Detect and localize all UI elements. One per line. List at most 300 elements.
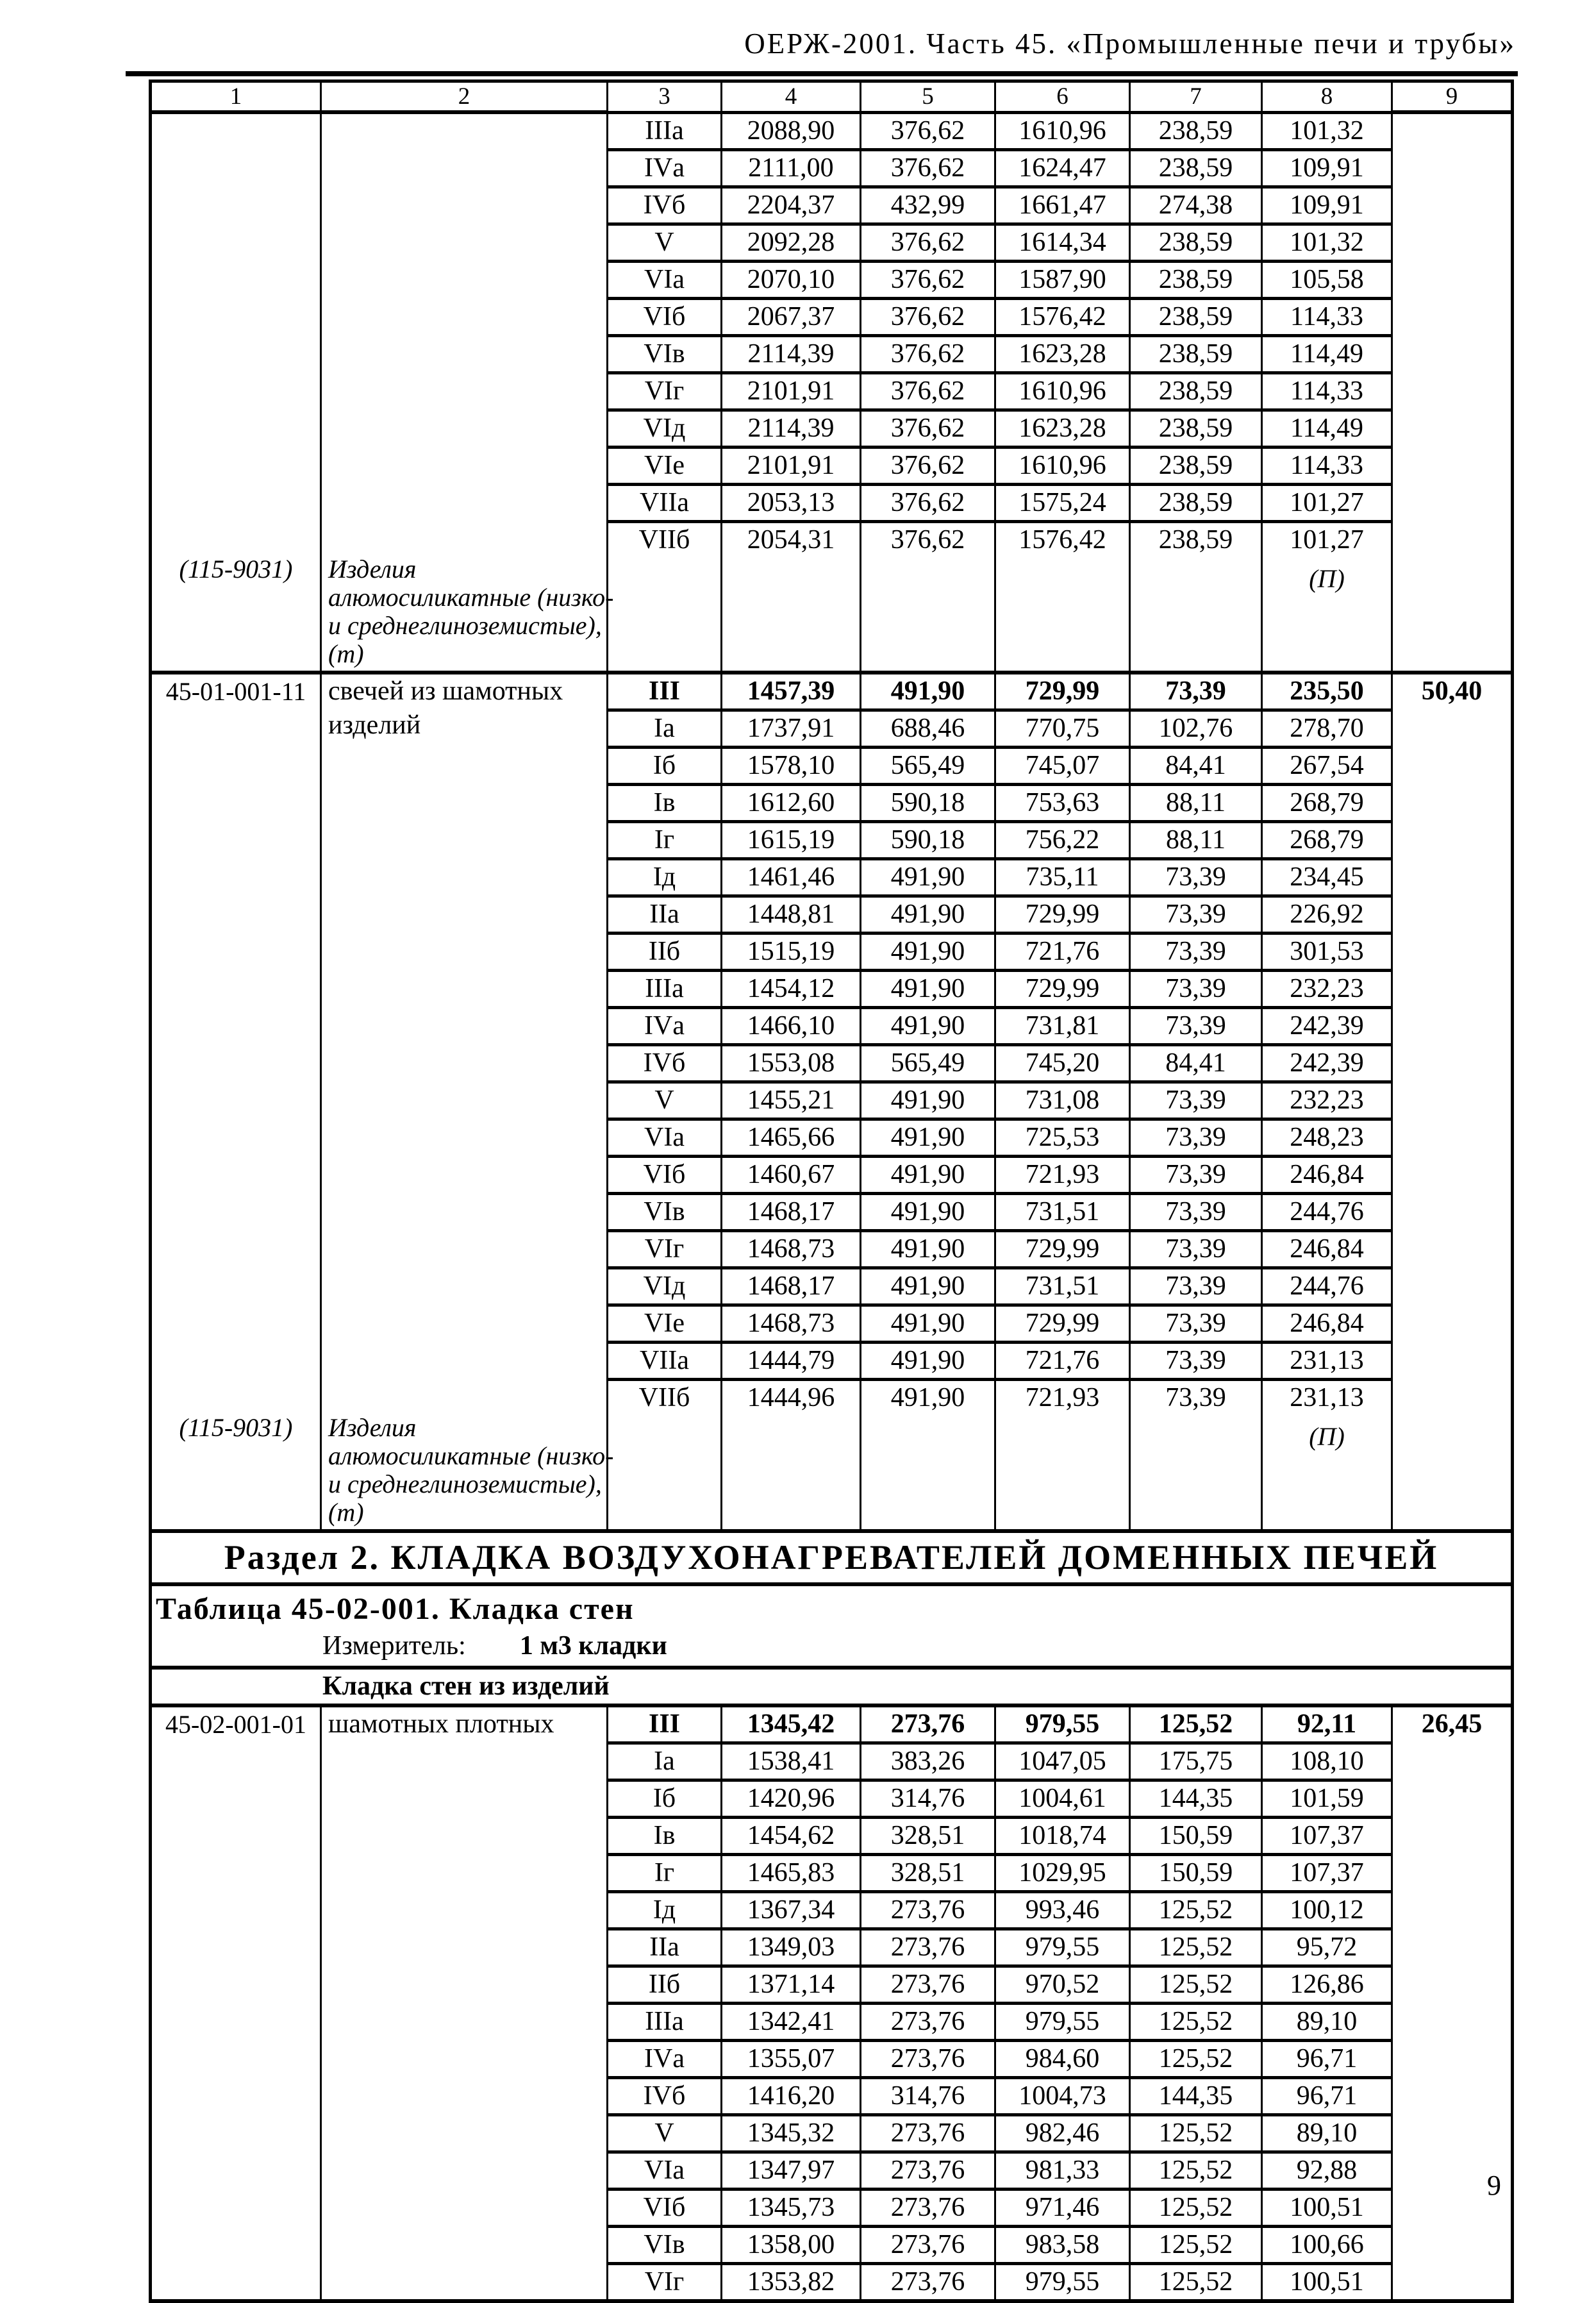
zone-label: IIа [649, 1932, 679, 1962]
zone-label: Iа [654, 714, 675, 743]
value-cell [995, 822, 1130, 859]
value: 125,52 [1158, 1969, 1233, 1999]
zone-label: VIIа [640, 1346, 689, 1375]
value: 979,55 [1025, 1932, 1100, 1962]
zone-label: VIб [643, 301, 686, 331]
zone-label: VIг [644, 376, 685, 406]
value-cell [995, 224, 1130, 261]
value-cell [722, 1966, 861, 2003]
value-cell [1130, 149, 1262, 187]
zone-cell [608, 896, 722, 934]
zone-label: VIв [644, 1197, 685, 1227]
value: 273,76 [890, 2155, 965, 2185]
value-cell [861, 673, 995, 710]
value-cell [861, 2077, 995, 2115]
value-cell [1262, 673, 1392, 710]
value: 301,53 [1290, 937, 1364, 966]
value-cell [722, 896, 861, 934]
value-cell [861, 2263, 995, 2301]
value-cell [1130, 673, 1262, 710]
value-cell [861, 484, 995, 521]
value: 1615,19 [747, 825, 835, 855]
value-cell [995, 2152, 1130, 2189]
value: 73,39 [1165, 1383, 1226, 1412]
value-cell [722, 149, 861, 187]
value: 2067,37 [747, 301, 835, 331]
zone-label: VIб [643, 2192, 686, 2222]
value-cell [861, 2189, 995, 2226]
annotation-text [328, 1414, 613, 1527]
value-cell [1130, 335, 1262, 373]
value-cell [722, 1343, 861, 1380]
value-cell [1262, 1380, 1392, 1531]
value: 1468,17 [747, 1197, 835, 1227]
value: 983,58 [1025, 2229, 1100, 2259]
value: 248,23 [1290, 1123, 1364, 1152]
value: 73,39 [1165, 1011, 1226, 1041]
zone-label: IVа [644, 153, 685, 183]
value: 432,99 [890, 190, 965, 220]
value-cell [722, 710, 861, 748]
table-row [151, 1705, 1513, 1743]
zone-cell [608, 934, 722, 971]
zone-cell [608, 224, 722, 261]
annotation-code: (115-9031) [179, 555, 293, 583]
zone-cell [608, 335, 722, 373]
value: 73,39 [1165, 1234, 1226, 1264]
value: 105,58 [1290, 264, 1364, 294]
value: 491,90 [890, 974, 965, 1003]
value: 109,91 [1290, 190, 1364, 220]
value-cell [1130, 1305, 1262, 1343]
value: 1420,96 [747, 1783, 835, 1813]
value: 114,49 [1290, 413, 1363, 443]
value: 114,49 [1290, 339, 1363, 369]
value-cell [1262, 261, 1392, 298]
value: 2101,91 [747, 450, 835, 480]
value-cell [722, 1008, 861, 1045]
value: 376,62 [890, 153, 965, 183]
value-cell [1130, 1380, 1262, 1531]
value: 73,39 [1165, 676, 1226, 706]
value-cell [722, 112, 861, 149]
value-cell [995, 748, 1130, 785]
value-cell [995, 1343, 1130, 1380]
value-cell [861, 1705, 995, 1743]
value: 1737,91 [747, 714, 835, 743]
zone-cell [608, 1817, 722, 1854]
value: 1455,21 [747, 1085, 835, 1115]
value: 979,55 [1025, 1709, 1100, 1739]
value: 125,52 [1158, 2006, 1233, 2036]
value-cell [995, 1305, 1130, 1343]
value-cell [722, 2263, 861, 2301]
value: 491,90 [890, 1309, 965, 1338]
zone-label: IIIа [645, 2006, 684, 2036]
annotation-line: алюмосиликатные (низко- [328, 583, 614, 612]
column-header: 2 [321, 81, 608, 113]
value: 376,62 [890, 487, 965, 517]
value: 491,90 [890, 1085, 965, 1115]
annotation-line: Изделия [328, 555, 417, 583]
zone-cell [608, 149, 722, 187]
value-cell [861, 149, 995, 187]
value-cell [861, 1817, 995, 1854]
zone-cell [608, 2263, 722, 2301]
value: 1465,83 [747, 1857, 835, 1888]
value: 979,55 [1025, 2266, 1100, 2297]
value: 144,35 [1158, 1783, 1233, 1813]
zone-label: Iд [653, 862, 676, 892]
value-cell [995, 112, 1130, 149]
unit-cost-cell [1392, 673, 1513, 1531]
zone-cell [608, 859, 722, 896]
value-cell [1130, 2003, 1262, 2040]
zone-label: VIв [644, 2229, 685, 2259]
value-cell [995, 934, 1130, 971]
value-cell [1262, 410, 1392, 447]
value-cell [1130, 1743, 1262, 1780]
value: 2088,90 [747, 115, 835, 146]
value: 1454,62 [747, 1820, 835, 1850]
value-cell [1262, 2040, 1392, 2077]
value-cell [1262, 934, 1392, 971]
value-cell [861, 112, 995, 149]
value: 1353,82 [747, 2266, 835, 2297]
item-code: 45-02-001-01 [165, 1709, 306, 1739]
value-cell [1130, 2263, 1262, 2301]
value-cell [1130, 2152, 1262, 2189]
value-cell [1262, 2115, 1392, 2152]
p-mark: (П) [1309, 1422, 1345, 1451]
value: 979,55 [1025, 2006, 1100, 2036]
item-description-cell [321, 1705, 608, 2301]
value: 491,90 [890, 1271, 965, 1301]
value: 491,90 [890, 1123, 965, 1152]
value: 125,52 [1158, 1895, 1233, 1925]
zone-cell [608, 298, 722, 335]
value-cell [995, 261, 1130, 298]
value-cell [861, 298, 995, 335]
zone-cell [608, 1194, 722, 1231]
value-cell [861, 1966, 995, 2003]
value: 1587,90 [1018, 264, 1106, 294]
value: 1416,20 [747, 2081, 835, 2111]
value: 231,13 [1290, 1383, 1364, 1412]
value: 328,51 [890, 1857, 965, 1888]
value: 73,39 [1165, 1271, 1226, 1301]
zone-label: VIд [643, 413, 686, 443]
value-cell [995, 2003, 1130, 2040]
value-cell [1262, 785, 1392, 822]
value-cell [861, 859, 995, 896]
norms-table [149, 80, 1514, 2303]
value-cell [1262, 373, 1392, 410]
value-cell [1262, 1008, 1392, 1045]
value-cell [861, 2226, 995, 2263]
value-cell [1130, 447, 1262, 484]
value: 231,13 [1290, 1346, 1364, 1375]
value: 770,75 [1025, 714, 1100, 743]
value: 150,59 [1158, 1820, 1233, 1850]
value-cell [1262, 1082, 1392, 1119]
zone-cell [608, 2115, 722, 2152]
value-cell [861, 748, 995, 785]
value-cell [861, 1157, 995, 1194]
value: 108,10 [1290, 1746, 1364, 1776]
value-cell [995, 859, 1130, 896]
value: 1610,96 [1018, 115, 1106, 146]
value-cell [861, 1231, 995, 1268]
value-cell [722, 1082, 861, 1119]
value: 1623,28 [1018, 339, 1106, 369]
value-cell [861, 710, 995, 748]
value: 268,79 [1290, 788, 1364, 817]
value: 238,59 [1158, 301, 1233, 331]
value: 1576,42 [1018, 524, 1106, 555]
table-title-row [151, 1584, 1513, 1668]
value: 1610,96 [1018, 376, 1106, 406]
zone-cell [608, 261, 722, 298]
subsection-row [151, 1668, 1513, 1705]
value: 273,76 [890, 1969, 965, 1999]
value: 273,76 [890, 1895, 965, 1925]
value: 273,76 [890, 2266, 965, 2297]
annotation-line: и среднеглиноземистые), [328, 611, 602, 640]
value: 102,76 [1158, 714, 1233, 743]
zone-cell [608, 1008, 722, 1045]
value-cell [1130, 410, 1262, 447]
zone-label: III [648, 676, 681, 706]
value: 2070,10 [747, 264, 835, 294]
value-cell [1262, 896, 1392, 934]
value-cell [1262, 1343, 1392, 1380]
value-cell [995, 2226, 1130, 2263]
value-cell [1262, 710, 1392, 748]
zone-cell [608, 1966, 722, 2003]
value: 2054,31 [747, 524, 835, 555]
value: 383,26 [890, 1746, 965, 1776]
value: 1358,00 [747, 2229, 835, 2259]
value-cell [1262, 822, 1392, 859]
value-cell [722, 1891, 861, 1929]
value-cell [1130, 298, 1262, 335]
value: 735,11 [1026, 862, 1099, 892]
value-cell [722, 785, 861, 822]
zone-cell [608, 112, 722, 149]
value: 1461,46 [747, 862, 835, 892]
value-cell [1262, 1705, 1392, 1743]
unit-cost: 50,40 [1421, 676, 1483, 706]
value-cell [861, 335, 995, 373]
column-header: 7 [1130, 81, 1262, 113]
zone-cell [608, 1268, 722, 1305]
value-cell [995, 187, 1130, 224]
zone-cell [608, 1780, 722, 1817]
value-cell [1130, 1891, 1262, 1929]
value: 376,62 [890, 227, 965, 257]
value: 238,59 [1158, 487, 1233, 517]
column-header: 8 [1262, 81, 1392, 113]
value-cell [995, 298, 1130, 335]
value: 1465,66 [747, 1123, 835, 1152]
value: 314,76 [890, 2081, 965, 2111]
annotation-line: алюмосиликатные (низко- [328, 1441, 614, 1470]
value-cell [1130, 896, 1262, 934]
value: 1575,24 [1018, 487, 1106, 517]
value: 1345,32 [747, 2118, 835, 2148]
value: 95,72 [1296, 1932, 1358, 1962]
zone-label: V [654, 227, 674, 257]
value-cell [1130, 1231, 1262, 1268]
value: 1612,60 [747, 788, 835, 817]
unit-cost: 26,45 [1421, 1709, 1483, 1739]
value: 491,90 [890, 676, 965, 706]
zone-label: VIIб [638, 524, 690, 555]
zone-cell [608, 1705, 722, 1743]
value-cell [861, 521, 995, 673]
value: 491,90 [890, 1383, 965, 1412]
value-cell [722, 2040, 861, 2077]
value: 273,76 [890, 2043, 965, 2073]
zone-cell [608, 710, 722, 748]
value: 246,84 [1290, 1160, 1364, 1189]
value: 729,99 [1025, 1234, 1100, 1264]
value: 328,51 [890, 1820, 965, 1850]
value: 2111,00 [748, 153, 834, 183]
value-cell [861, 1194, 995, 1231]
value: 1515,19 [747, 937, 835, 966]
value: 246,84 [1290, 1234, 1364, 1264]
zone-label: IIб [648, 937, 681, 966]
value-cell [1130, 2040, 1262, 2077]
value-cell [995, 149, 1130, 187]
value: 125,52 [1158, 1709, 1233, 1739]
value: 725,53 [1025, 1123, 1100, 1152]
value-cell [1262, 2003, 1392, 2040]
value: 267,54 [1290, 751, 1364, 780]
value-cell [1262, 1194, 1392, 1231]
value: 1371,14 [747, 1969, 835, 1999]
value-cell [995, 447, 1130, 484]
value: 731,51 [1025, 1197, 1100, 1227]
zone-cell [608, 785, 722, 822]
value-cell [861, 934, 995, 971]
zone-label: IIIа [645, 115, 684, 146]
value: 238,59 [1158, 376, 1233, 406]
value: 96,71 [1296, 2081, 1358, 2111]
value: 235,50 [1290, 676, 1364, 706]
value-cell [995, 2263, 1130, 2301]
zone-cell [608, 2077, 722, 2115]
meter-value: 1 м3 кладки [519, 1630, 667, 1661]
value-cell [861, 1119, 995, 1157]
value-cell [1130, 1194, 1262, 1231]
value: 273,76 [890, 1932, 965, 1962]
zone-cell [608, 1119, 722, 1157]
value-cell [1130, 2226, 1262, 2263]
value: 314,76 [890, 1783, 965, 1813]
value: 92,88 [1296, 2155, 1358, 2185]
value: 376,62 [890, 524, 965, 555]
value-cell [1130, 1817, 1262, 1854]
value-cell [1262, 1231, 1392, 1268]
value: 1578,10 [747, 751, 835, 780]
zone-label: VIг [644, 2266, 685, 2297]
value: 88,11 [1166, 825, 1226, 855]
value-cell [1130, 2189, 1262, 2226]
column-header: 6 [995, 81, 1130, 113]
value-cell [995, 1705, 1130, 1743]
value: 1538,41 [747, 1746, 835, 1776]
value-cell [995, 785, 1130, 822]
value-cell [995, 521, 1130, 673]
zone-cell [608, 1891, 722, 1929]
value: 2092,28 [747, 227, 835, 257]
value-cell [722, 2152, 861, 2189]
value-cell [1130, 1045, 1262, 1082]
value-cell [1262, 1891, 1392, 1929]
zone-cell [608, 521, 722, 673]
value: 1610,96 [1018, 450, 1106, 480]
zone-cell [608, 2152, 722, 2189]
value: 234,45 [1290, 862, 1364, 892]
value-cell [1130, 187, 1262, 224]
value: 273,76 [890, 2229, 965, 2259]
value: 244,76 [1290, 1271, 1364, 1301]
value: 125,52 [1158, 2118, 1233, 2148]
value: 491,90 [890, 1197, 965, 1227]
value: 125,52 [1158, 2229, 1233, 2259]
zone-label: IVа [644, 2043, 685, 2073]
value-cell [1130, 1705, 1262, 1743]
value-cell [722, 1268, 861, 1305]
zone-cell [608, 447, 722, 484]
value-cell [1262, 1854, 1392, 1891]
item-description: свечей из шамотных изделий [328, 676, 563, 740]
value: 238,59 [1158, 153, 1233, 183]
value-cell [722, 1045, 861, 1082]
value: 101,59 [1290, 1783, 1364, 1813]
value-cell [722, 335, 861, 373]
value: 73,39 [1165, 1346, 1226, 1375]
value-cell [1130, 822, 1262, 859]
value-cell [722, 2003, 861, 2040]
value-cell [1262, 447, 1392, 484]
value: 114,33 [1290, 450, 1363, 480]
zone-cell [608, 1305, 722, 1343]
zone-label: VIв [644, 339, 685, 369]
zone-cell [608, 1929, 722, 1966]
value-cell [722, 1780, 861, 1817]
value-cell [722, 1380, 861, 1531]
value: 101,27 [1290, 487, 1364, 517]
zone-cell [608, 1854, 722, 1891]
page-number: 9 [1487, 2170, 1501, 2201]
value: 491,90 [890, 937, 965, 966]
annotation-line: Изделия [328, 1412, 417, 1442]
value: 278,70 [1290, 714, 1364, 743]
value-cell [861, 822, 995, 859]
zone-cell [608, 822, 722, 859]
value: 125,52 [1158, 2155, 1233, 2185]
column-header: 1 [151, 81, 321, 113]
value: 114,33 [1290, 301, 1363, 331]
value: 125,52 [1158, 2192, 1233, 2222]
value: 73,39 [1165, 1197, 1226, 1227]
value: 73,39 [1165, 1160, 1226, 1189]
value: 232,23 [1290, 974, 1364, 1003]
